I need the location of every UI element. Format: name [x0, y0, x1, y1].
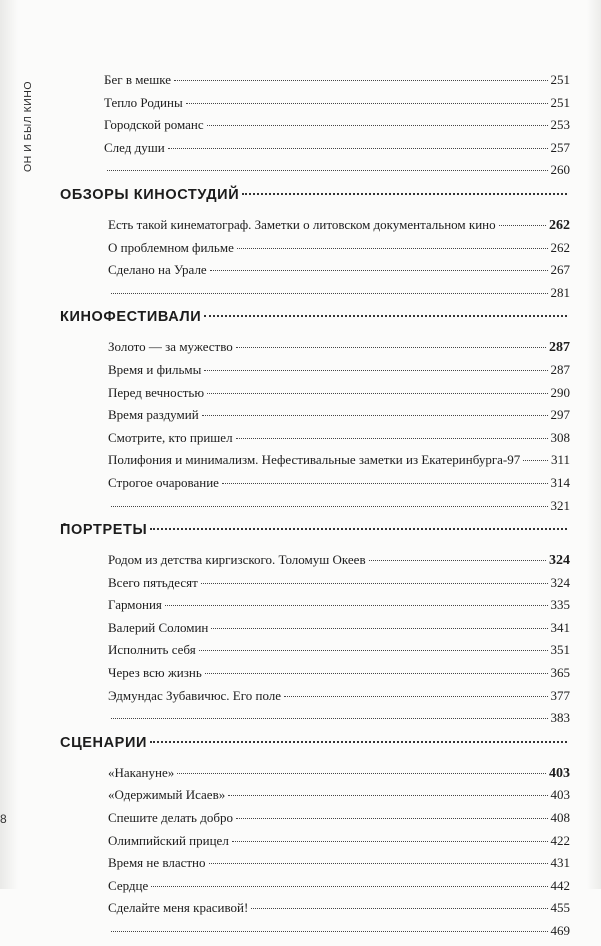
dot-leader [236, 818, 548, 819]
entry-page-number: 442 [550, 877, 570, 893]
dot-leader [499, 225, 546, 226]
toc-entry [60, 475, 570, 498]
entry-title: След души [104, 139, 165, 155]
dot-leader [168, 148, 548, 149]
dot-leader [523, 460, 548, 461]
section-title: ОБЗОРЫ КИНОСТУДИЙ [60, 186, 240, 203]
entry-page-number: 408 [550, 810, 570, 826]
toc-entry [60, 407, 570, 430]
section-heading [60, 309, 570, 339]
dot-leader [207, 393, 547, 394]
dot-leader [222, 483, 548, 484]
toc-entry [60, 285, 570, 308]
spine-title: ОН И БЫЛ КИНО [22, 80, 34, 172]
dot-leader [174, 80, 548, 81]
entry-title: Исполнить себя [108, 642, 196, 658]
entry-title: Время раздумий [108, 407, 199, 423]
toc-entry [60, 339, 570, 362]
dot-leader [151, 886, 547, 887]
entry-title: Сделайте меня красивой! [108, 900, 249, 916]
entry-page-number: 455 [550, 900, 570, 916]
toc-entry [60, 140, 570, 163]
entry-page-number: 290 [550, 384, 570, 400]
entry-title: Всего пятьдесят [108, 574, 198, 590]
toc-entry [60, 262, 570, 285]
entry-page-number: 403 [550, 787, 570, 803]
toc-entry [60, 710, 570, 733]
page-gutter-shadow [0, 0, 18, 889]
dot-leader [237, 248, 548, 249]
entry-title: Гармония [108, 597, 162, 613]
entry-page-number: 267 [550, 262, 570, 278]
toc-entry [60, 900, 570, 923]
entry-page-number: 308 [550, 429, 570, 445]
toc-entry [60, 878, 570, 901]
dot-leader [150, 741, 567, 743]
entry-title: Олимпийский прицел [108, 832, 229, 848]
table-of-contents [60, 72, 570, 946]
dot-leader [242, 193, 567, 195]
entry-page-number: 341 [550, 619, 570, 635]
entry-title: Есть такой кинематограф. Заметки о литовском документальном кино [108, 216, 496, 232]
dot-leader [201, 583, 548, 584]
dot-leader [204, 370, 547, 371]
dot-leader [202, 415, 548, 416]
dot-leader [199, 650, 548, 651]
dot-leader [232, 841, 548, 842]
entry-title: Эдмундас Зубавичюс. Его поле [108, 687, 282, 703]
entry-title: Через всю жизнь [108, 665, 202, 681]
dot-leader [210, 270, 548, 271]
entry-page-number: 262 [550, 239, 570, 255]
entry-title: Время не властно [108, 855, 206, 871]
entry-title: «Одержимый Исаев» [108, 787, 226, 803]
toc-entry [60, 240, 570, 263]
entry-page-number: 260 [550, 162, 570, 178]
dot-leader [111, 293, 548, 294]
toc-entry [60, 385, 570, 408]
entry-title: Смотрите, кто пришел [108, 429, 233, 445]
entry-page-number: 351 [550, 642, 570, 658]
dot-leader [150, 528, 567, 530]
dot-leader [236, 347, 546, 348]
entry-page-number: 251 [550, 94, 570, 110]
entry-page-number: 297 [550, 407, 570, 423]
entry-page-number: 324 [550, 574, 570, 590]
dot-leader [107, 170, 548, 171]
toc-entry [60, 430, 570, 453]
entry-title: Перед вечностью [108, 384, 205, 400]
entry-title: Сердце [108, 877, 149, 893]
section-heading [60, 522, 570, 552]
entry-title: О проблемном фильме [108, 239, 234, 255]
entry-page-number: 403 [549, 765, 570, 781]
dot-leader [284, 696, 547, 697]
toc-entry [60, 855, 570, 878]
dot-leader [205, 673, 548, 674]
toc-entry [60, 642, 570, 665]
toc-entry [60, 498, 570, 521]
toc-entry [60, 362, 570, 385]
page-number-fragment: 8 [0, 812, 7, 826]
page-edge-shadow [587, 0, 601, 889]
entry-title: Золото — за мужество [108, 339, 233, 355]
section-heading [60, 187, 570, 217]
toc-entry [60, 833, 570, 856]
entry-page-number: 281 [550, 284, 570, 300]
toc-entry [60, 95, 570, 118]
entry-title: Родом из детства киргизского. Толомуш Океев [108, 552, 366, 568]
entry-page-number: 311 [550, 452, 570, 468]
entry-title: Бег в мешке [104, 72, 171, 87]
entry-page-number: 335 [550, 597, 570, 613]
toc-entry [60, 620, 570, 643]
toc-entry [60, 810, 570, 833]
entry-title: Валерий Соломин [108, 619, 209, 635]
section-title: ПОРТРЕТЫ [60, 522, 148, 539]
dot-leader [207, 125, 548, 126]
toc-entry [60, 787, 570, 810]
toc-entry [60, 452, 570, 475]
entry-page-number: 422 [550, 832, 570, 848]
section-heading [60, 735, 570, 765]
dot-leader [209, 863, 548, 864]
dot-leader [204, 315, 567, 317]
section-title: КИНОФЕСТИВАЛИ [60, 309, 202, 326]
entry-page-number: 314 [550, 474, 570, 490]
toc-entry [60, 597, 570, 620]
dot-leader [165, 605, 548, 606]
toc-entry [60, 162, 570, 185]
dot-leader [228, 795, 547, 796]
toc-entry [60, 765, 570, 788]
entry-title: Сделано на Урале [108, 262, 207, 278]
dot-leader [211, 628, 547, 629]
entry-page-number: 287 [549, 340, 570, 356]
dot-leader [236, 438, 548, 439]
entry-page-number: 365 [550, 665, 570, 681]
entry-title: Городской романс [104, 117, 204, 133]
dot-leader [369, 560, 546, 561]
entry-page-number: 253 [550, 117, 570, 133]
toc-entry [60, 72, 570, 95]
toc-entry [60, 117, 570, 140]
entry-title: «Накануне» [108, 764, 175, 780]
entry-title: Полифония и минимализм. Нефестивальные заметки из Екатеринбурга-97 [108, 452, 521, 468]
entry-title: Тепло Родины [104, 94, 183, 110]
section-title: СЦЕНАРИИ [60, 734, 147, 751]
entry-page-number: 324 [549, 553, 570, 569]
entry-title: Строгое очарование [108, 474, 219, 490]
dot-leader [186, 103, 548, 104]
entry-title: Спешите делать добро [108, 810, 233, 826]
entry-page-number: 257 [550, 139, 570, 155]
toc-entry [60, 552, 570, 575]
entry-page-number: 431 [550, 855, 570, 871]
dot-leader [111, 506, 548, 507]
entry-page-number: 251 [550, 72, 570, 87]
entry-page-number: 469 [550, 923, 570, 938]
dot-leader [111, 718, 548, 719]
spine-header [18, 42, 38, 172]
toc-entry [60, 923, 570, 946]
entry-title: Время и фильмы [108, 361, 202, 377]
entry-page-number: 287 [550, 361, 570, 377]
toc-entry [60, 688, 570, 711]
entry-page-number: 377 [550, 687, 570, 703]
dot-leader [177, 773, 546, 774]
dot-leader [111, 931, 548, 932]
toc-entry [60, 217, 570, 240]
dot-leader [251, 908, 547, 909]
entry-page-number: 262 [549, 217, 570, 233]
toc-entry [60, 575, 570, 598]
entry-page-number: 321 [550, 497, 570, 513]
toc-entry [60, 665, 570, 688]
entry-page-number: 383 [550, 710, 570, 726]
